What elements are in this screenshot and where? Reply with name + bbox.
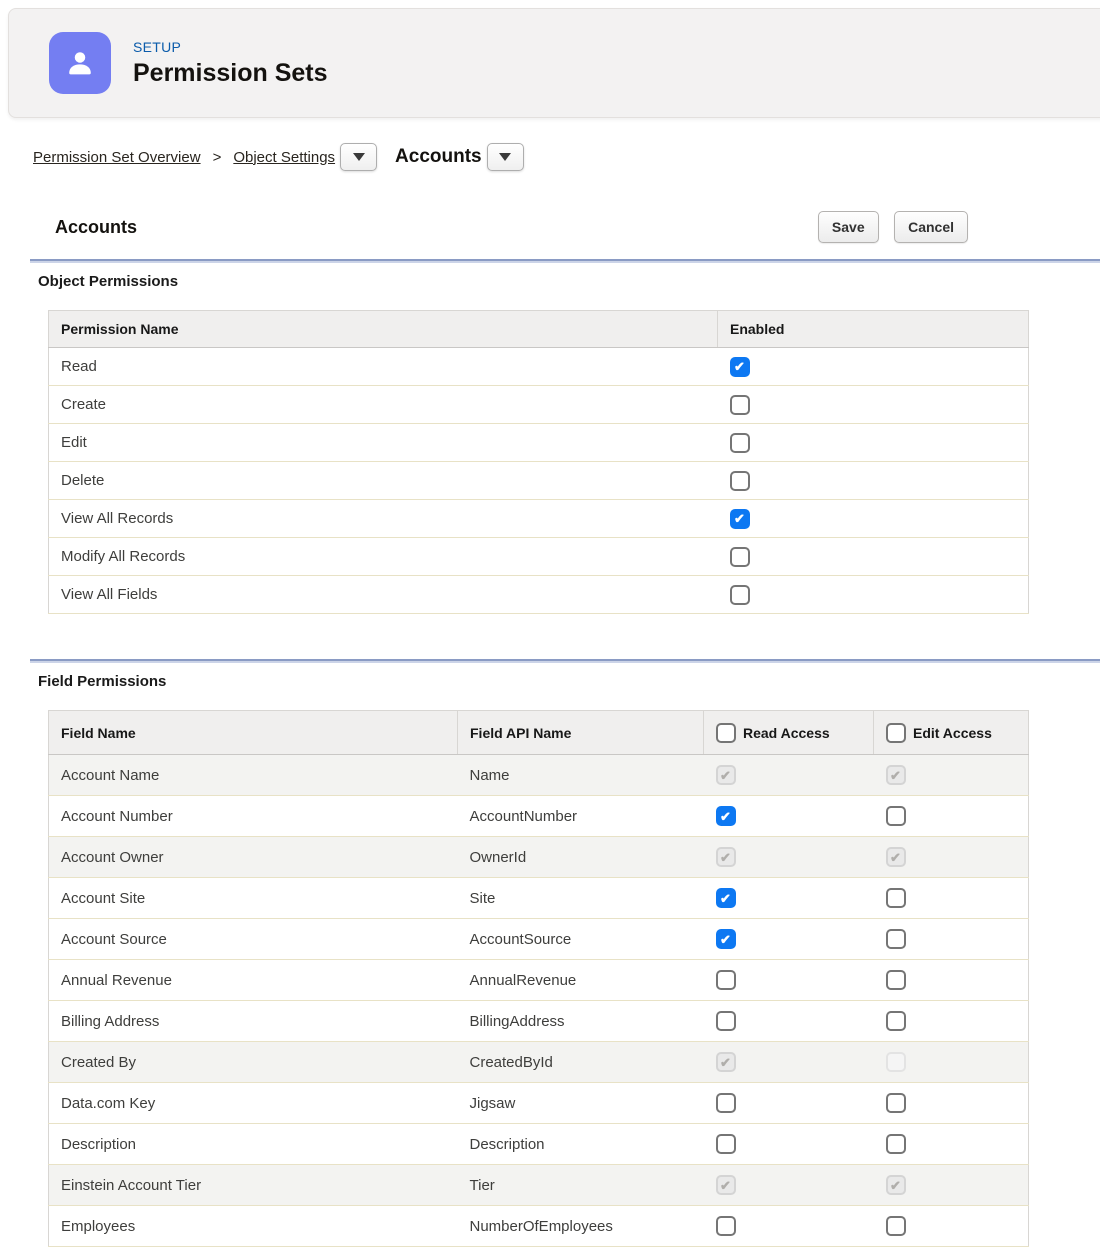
permission-name-cell: Modify All Records (49, 538, 718, 576)
enabled-checkbox[interactable] (730, 547, 750, 567)
edit-access-select-all-checkbox[interactable] (886, 723, 906, 743)
read-access-select-all-checkbox[interactable] (716, 723, 736, 743)
column-header-read-access (704, 711, 874, 755)
cancel-button[interactable]: Cancel (894, 211, 968, 243)
read-access-cell (704, 878, 874, 919)
edit-access-checkbox: ✔ (886, 765, 906, 785)
read-access-checkbox: ✔ (716, 765, 736, 785)
edit-access-checkbox[interactable] (886, 970, 906, 990)
enabled-cell (718, 348, 1029, 386)
table-row (49, 348, 1029, 386)
field-api-name-cell: OwnerId (458, 837, 704, 878)
edit-access-checkbox[interactable] (886, 888, 906, 908)
table-row (49, 576, 1029, 614)
edit-access-checkbox: ✔ (886, 1175, 906, 1195)
chevron-down-icon (353, 153, 365, 161)
edit-access-cell (874, 1001, 1029, 1042)
edit-access-label: Edit Access (913, 724, 992, 741)
column-header-edit-access (874, 711, 1029, 755)
field-name-cell: Account Number (49, 796, 458, 837)
field-api-name-cell: Site (458, 878, 704, 919)
edit-access-cell (874, 919, 1029, 960)
enabled-checkbox[interactable] (730, 395, 750, 415)
read-access-checkbox: ✔ (716, 1052, 736, 1072)
field-name-cell: Account Name (49, 755, 458, 796)
setup-eyebrow: SETUP (133, 38, 182, 55)
read-access-cell (704, 1206, 874, 1247)
field-api-name-cell: Tier (458, 1165, 704, 1206)
permission-name-cell: Edit (49, 424, 718, 462)
edit-access-cell (874, 755, 1029, 796)
permission-sets-user-icon (49, 32, 111, 94)
field-name-cell: Einstein Account Tier (49, 1165, 458, 1206)
field-api-name-cell: AccountSource (458, 919, 704, 960)
edit-access-cell (874, 1042, 1029, 1083)
edit-access-checkbox[interactable] (886, 1134, 906, 1154)
edit-access-checkbox (886, 1052, 906, 1072)
enabled-cell (718, 538, 1029, 576)
edit-access-cell (874, 960, 1029, 1001)
section-divider (30, 659, 1100, 663)
edit-access-cell (874, 837, 1029, 878)
field-name-cell: Created By (49, 1042, 458, 1083)
edit-access-cell (874, 878, 1029, 919)
edit-access-checkbox[interactable] (886, 1011, 906, 1031)
field-api-name-cell: Name (458, 755, 704, 796)
breadcrumb-object-settings-link[interactable]: Object Settings (233, 148, 336, 166)
field-api-name-cell: Jigsaw (458, 1083, 704, 1124)
enabled-checkbox[interactable]: ✔ (730, 509, 750, 529)
field-api-name-cell: AccountNumber (458, 796, 704, 837)
read-access-cell (704, 1165, 874, 1206)
permission-name-cell: Read (49, 348, 718, 386)
field-api-name-cell: BillingAddress (458, 1001, 704, 1042)
read-access-cell (704, 919, 874, 960)
enabled-cell (718, 500, 1029, 538)
table-row (49, 1001, 1029, 1042)
field-name-cell: Annual Revenue (49, 960, 458, 1001)
action-buttons (807, 211, 968, 243)
table-row (49, 500, 1029, 538)
permission-name-cell: Delete (49, 462, 718, 500)
permission-name-cell: View All Records (49, 500, 718, 538)
user-icon (62, 45, 98, 81)
read-access-checkbox[interactable] (716, 1093, 736, 1113)
read-access-cell (704, 755, 874, 796)
read-access-cell (704, 796, 874, 837)
save-button[interactable]: Save (818, 211, 879, 243)
read-access-cell (704, 1124, 874, 1165)
edit-access-checkbox[interactable] (886, 929, 906, 949)
field-name-cell: Account Source (49, 919, 458, 960)
edit-access-checkbox: ✔ (886, 847, 906, 867)
table-row (49, 837, 1029, 878)
field-name-cell: Employees (49, 1206, 458, 1247)
field-api-name-cell: CreatedById (458, 1042, 704, 1083)
read-access-cell (704, 1001, 874, 1042)
field-api-name-cell: AnnualRevenue (458, 960, 704, 1001)
enabled-cell (718, 462, 1029, 500)
table-row (49, 755, 1029, 796)
edit-access-checkbox[interactable] (886, 806, 906, 826)
enabled-checkbox[interactable]: ✔ (730, 357, 750, 377)
field-name-cell: Data.com Key (49, 1083, 458, 1124)
enabled-cell (718, 576, 1029, 614)
table-row (49, 1206, 1029, 1247)
field-name-cell: Account Site (49, 878, 458, 919)
enabled-cell (718, 386, 1029, 424)
table-row (49, 878, 1029, 919)
read-access-checkbox[interactable]: ✔ (716, 888, 736, 908)
breadcrumb-overview-link[interactable]: Permission Set Overview (33, 148, 201, 166)
table-row (49, 796, 1029, 837)
page-title: Accounts (55, 216, 138, 237)
column-header-permission-name: Permission Name (49, 311, 718, 348)
edit-access-cell (874, 1083, 1029, 1124)
read-access-checkbox: ✔ (716, 1175, 736, 1195)
table-row (49, 462, 1029, 500)
breadcrumb-separator: > (212, 148, 222, 166)
accounts-dropdown-button[interactable] (487, 143, 524, 171)
read-access-cell (704, 1042, 874, 1083)
read-access-cell (704, 1083, 874, 1124)
enabled-checkbox[interactable] (730, 433, 750, 453)
object-permissions-heading: Object Permissions (38, 273, 179, 290)
object-settings-dropdown-button[interactable] (340, 143, 377, 171)
table-row (49, 1042, 1029, 1083)
permission-name-cell: Create (49, 386, 718, 424)
chevron-down-icon (499, 153, 511, 161)
read-access-checkbox[interactable] (716, 1134, 736, 1154)
table-row (49, 386, 1029, 424)
read-access-checkbox: ✔ (716, 847, 736, 867)
breadcrumb (33, 143, 1100, 171)
field-name-cell: Billing Address (49, 1001, 458, 1042)
edit-access-cell (874, 1165, 1029, 1206)
field-api-name-cell: NumberOfEmployees (458, 1206, 704, 1247)
column-header-field-name: Field Name (49, 711, 458, 755)
read-access-label: Read Access (743, 724, 830, 741)
edit-access-checkbox[interactable] (886, 1216, 906, 1236)
edit-access-cell (874, 796, 1029, 837)
table-row (49, 1124, 1029, 1165)
enabled-cell (718, 424, 1029, 462)
table-row (49, 919, 1029, 960)
table-row (49, 538, 1029, 576)
page-header-title: Permission Sets (133, 58, 328, 87)
edit-access-cell (874, 1206, 1029, 1247)
permission-name-cell: View All Fields (49, 576, 718, 614)
edit-access-cell (874, 1124, 1029, 1165)
field-permissions-table (48, 710, 1029, 1247)
read-access-checkbox[interactable]: ✔ (716, 929, 736, 949)
field-api-name-cell: Description (458, 1124, 704, 1165)
field-permissions-heading: Field Permissions (38, 673, 167, 690)
table-row (49, 424, 1029, 462)
section-divider (30, 259, 1100, 263)
read-access-checkbox[interactable]: ✔ (716, 806, 736, 826)
column-header-enabled: Enabled (718, 311, 1029, 348)
read-access-cell (704, 837, 874, 878)
enabled-checkbox[interactable] (730, 471, 750, 491)
field-name-cell: Description (49, 1124, 458, 1165)
field-name-cell: Account Owner (49, 837, 458, 878)
table-row (49, 960, 1029, 1001)
enabled-checkbox[interactable] (730, 585, 750, 605)
table-row (49, 1165, 1029, 1206)
edit-access-checkbox[interactable] (886, 1093, 906, 1113)
read-access-checkbox[interactable] (716, 1216, 736, 1236)
read-access-cell (704, 960, 874, 1001)
read-access-checkbox[interactable] (716, 1011, 736, 1031)
read-access-checkbox[interactable] (716, 970, 736, 990)
setup-header-card (8, 8, 1100, 118)
object-permissions-table (48, 310, 1029, 614)
column-header-field-api-name: Field API Name (458, 711, 704, 755)
table-row (49, 1083, 1029, 1124)
breadcrumb-current-object: Accounts (395, 146, 482, 167)
